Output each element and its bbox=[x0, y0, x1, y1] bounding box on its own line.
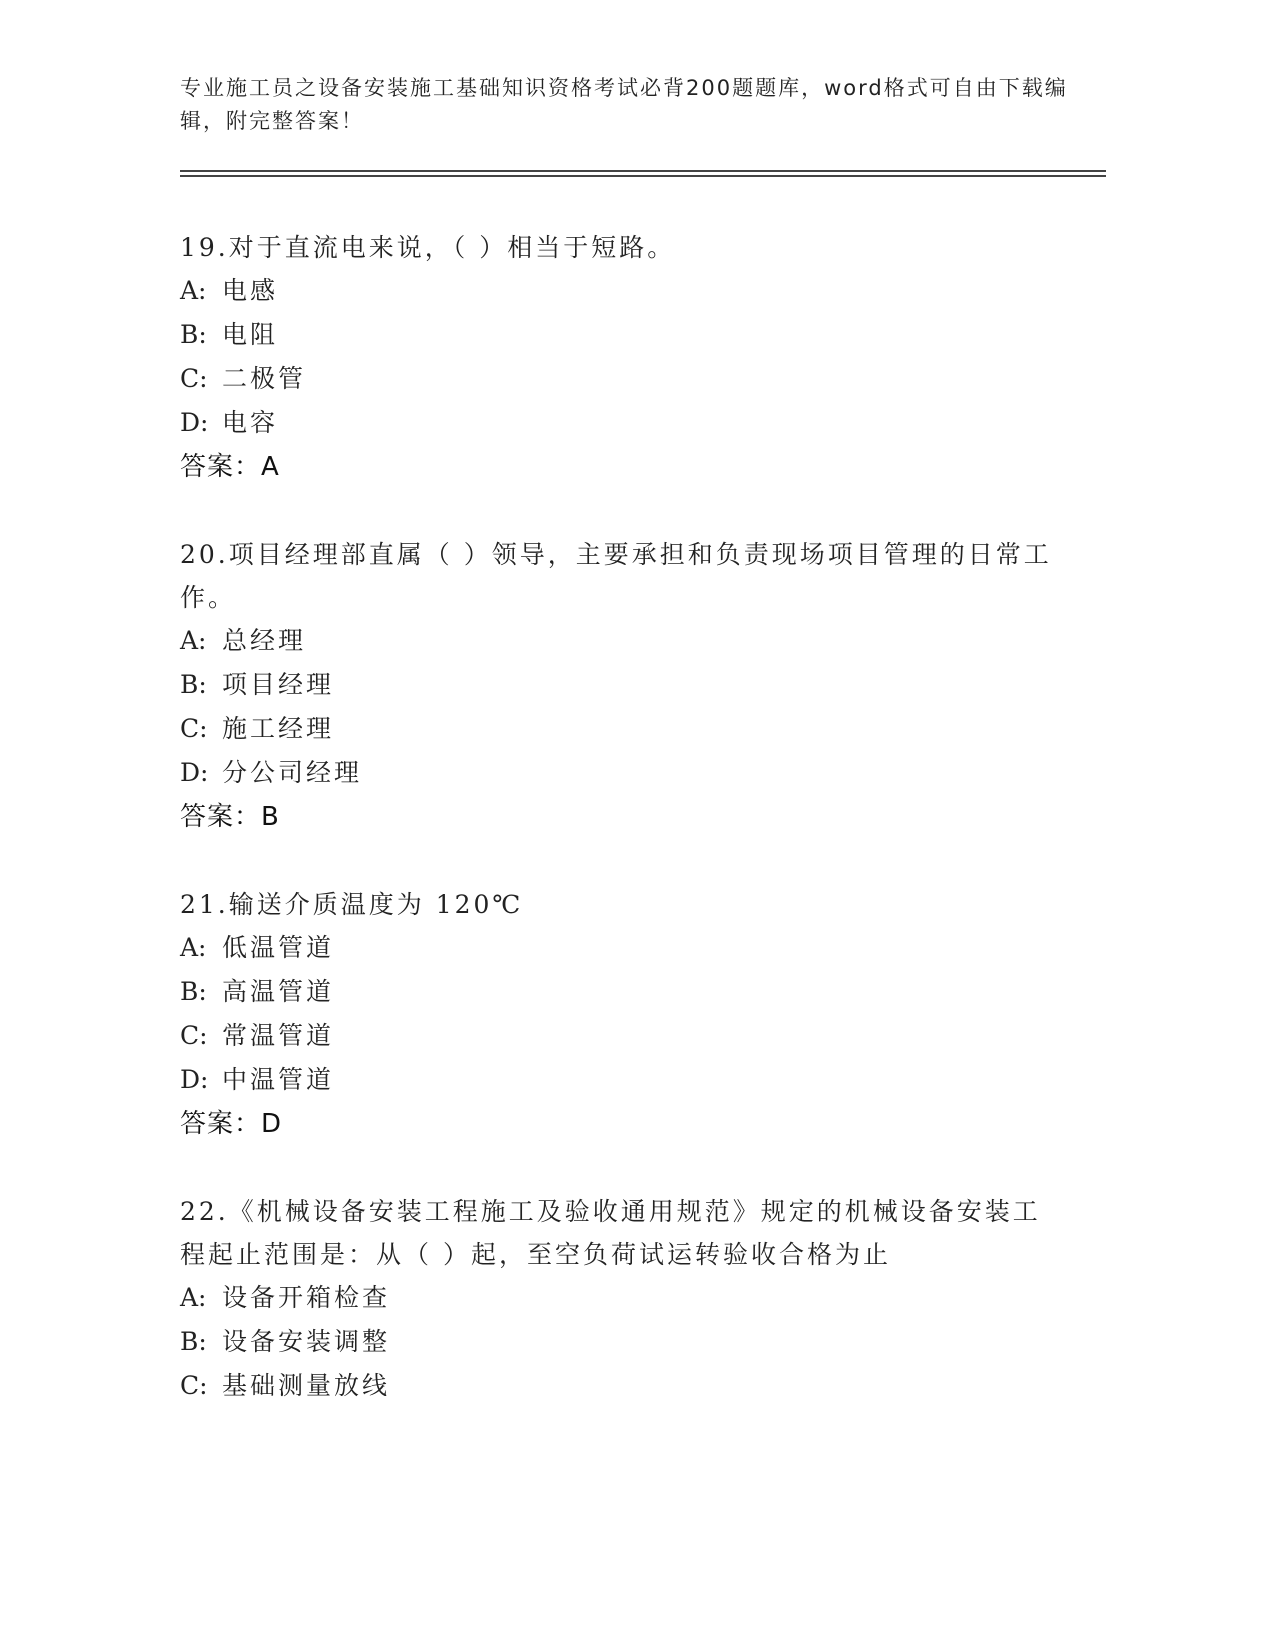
header-divider-top bbox=[180, 170, 1106, 172]
option-letter: A: bbox=[180, 276, 207, 305]
answer-line: 答案：B bbox=[180, 802, 280, 832]
document-header: 专业施工员之设备安装施工基础知识资格考试必背200题题库，word格式可自由下载编辑，附完整答案！ bbox=[180, 76, 1068, 133]
option-letter: B: bbox=[180, 1327, 207, 1356]
option-c bbox=[180, 1014, 1060, 1058]
option-text: 二极管 bbox=[222, 364, 307, 393]
option-c bbox=[180, 1364, 1060, 1408]
option-text: 总经理 bbox=[222, 626, 307, 655]
option-letter: C: bbox=[180, 364, 208, 393]
question-22 bbox=[180, 1190, 1060, 1408]
question-stem: 22.《机械设备安装工程施工及验收通用规范》规定的机械设备安装工程起止范围是：从（ ）起，至空负荷试运转验收合格为止 bbox=[180, 1197, 1041, 1269]
question-list bbox=[180, 226, 1060, 1452]
option-text: 中温管道 bbox=[222, 1065, 335, 1094]
option-letter: C: bbox=[180, 1371, 208, 1400]
option-text: 施工经理 bbox=[222, 714, 335, 743]
option-text: 常温管道 bbox=[222, 1021, 335, 1050]
option-text: 电阻 bbox=[222, 320, 279, 349]
option-letter: A: bbox=[180, 1283, 207, 1312]
option-text: 低温管道 bbox=[222, 933, 335, 962]
header-divider-bottom bbox=[180, 175, 1106, 177]
question-21 bbox=[180, 883, 1060, 1146]
option-text: 设备安装调整 bbox=[222, 1327, 391, 1356]
option-text: 电感 bbox=[222, 276, 279, 305]
option-b bbox=[180, 313, 1060, 357]
option-text: 分公司经理 bbox=[222, 758, 363, 787]
question-stem: 19.对于直流电来说，（ ）相当于短路。 bbox=[180, 233, 676, 262]
option-letter: B: bbox=[180, 977, 207, 1006]
option-text: 项目经理 bbox=[222, 670, 335, 699]
option-text: 设备开箱检查 bbox=[222, 1283, 391, 1312]
option-a bbox=[180, 269, 1060, 313]
option-text: 电容 bbox=[222, 408, 279, 437]
answer-line: 答案：A bbox=[180, 452, 280, 482]
question-stem: 20.项目经理部直属（ ）领导，主要承担和负责现场项目管理的日常工作。 bbox=[180, 540, 1052, 612]
option-c bbox=[180, 357, 1060, 401]
option-d bbox=[180, 401, 1060, 445]
option-letter: B: bbox=[180, 320, 207, 349]
option-letter: D: bbox=[180, 1065, 209, 1094]
option-d bbox=[180, 1058, 1060, 1102]
option-a bbox=[180, 1276, 1060, 1320]
option-b bbox=[180, 663, 1060, 707]
option-text: 高温管道 bbox=[222, 977, 335, 1006]
option-letter: C: bbox=[180, 1021, 208, 1050]
option-d bbox=[180, 751, 1060, 795]
option-b bbox=[180, 1320, 1060, 1364]
option-letter: D: bbox=[180, 408, 209, 437]
question-20 bbox=[180, 533, 1060, 839]
option-a bbox=[180, 619, 1060, 663]
option-letter: A: bbox=[180, 626, 207, 655]
option-a bbox=[180, 926, 1060, 970]
option-letter: B: bbox=[180, 670, 207, 699]
question-19 bbox=[180, 226, 1060, 489]
question-stem: 21.输送介质温度为 120℃ bbox=[180, 890, 524, 919]
option-c bbox=[180, 707, 1060, 751]
option-text: 基础测量放线 bbox=[222, 1371, 391, 1400]
option-b bbox=[180, 970, 1060, 1014]
answer-line: 答案：D bbox=[180, 1109, 283, 1139]
option-letter: A: bbox=[180, 933, 207, 962]
option-letter: C: bbox=[180, 714, 208, 743]
option-letter: D: bbox=[180, 758, 209, 787]
